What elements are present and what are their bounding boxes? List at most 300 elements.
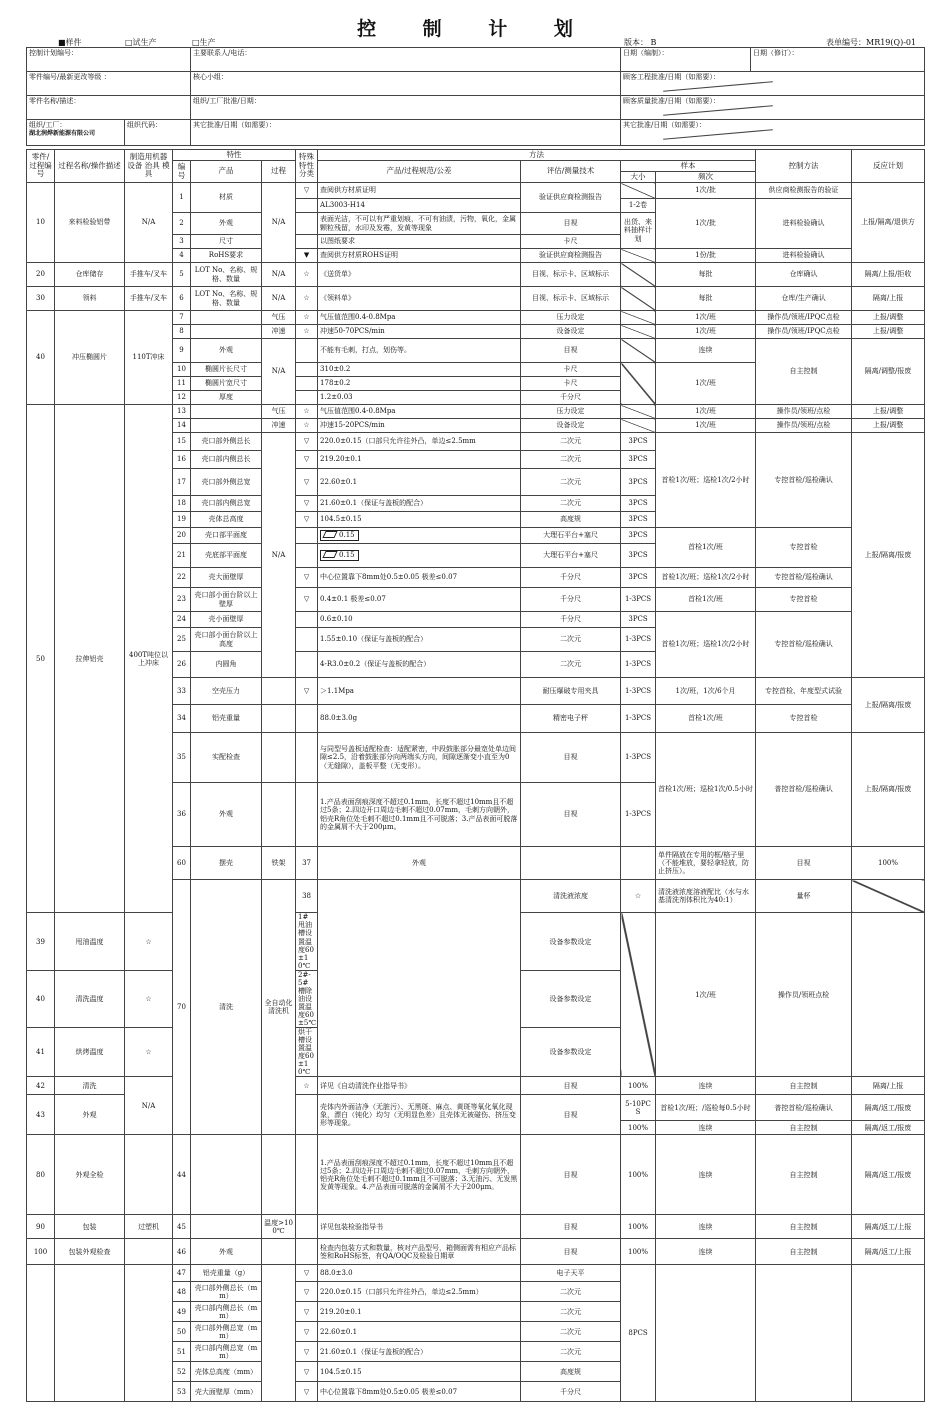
cell-control: 自主控制 [756, 1239, 852, 1265]
cell-measure: 高度规 [521, 512, 621, 528]
cell-product: 壳体总高度 [191, 512, 262, 528]
cell-spec: 单件隔放在专用的框/格子里（不能堆放，要轻拿轻放，防止挤压）。 [656, 847, 756, 880]
cell-freq: 每批 [656, 287, 756, 311]
cell-measure: 二次元 [521, 469, 621, 496]
cell-spec: 219.20±0.1 [318, 451, 521, 469]
cell-no: 40 [27, 970, 55, 1027]
cell-no: 6 [173, 287, 191, 311]
cell-reaction: 隔离/返工/报废 [852, 1121, 925, 1135]
empty-cell [296, 339, 318, 363]
cell-no: 3 [173, 235, 191, 249]
cell-no: 33 [173, 678, 191, 705]
cell-spec: 中心位置靠下8mm处0.5±0.05 极差≤0.07 [318, 1382, 521, 1402]
cell-spec: 88.0±3.0g [318, 705, 521, 733]
cell-no: 8 [173, 325, 191, 339]
cell-measure: 卡尺 [521, 377, 621, 391]
cell-spec: 21.60±0.1（保证与盖板的配合） [318, 496, 521, 512]
cell-process: 烘烤温度 [55, 1028, 125, 1077]
cell-special: ▽ [296, 568, 318, 588]
cell-freq: 连续 [656, 1135, 756, 1215]
cell-freq: 1次/班 [656, 419, 756, 433]
col-spec: 产品/过程规范/公差 [318, 161, 521, 183]
cell-special: ▽ [296, 1382, 318, 1402]
cell-name: 来料检验铝带 [55, 183, 125, 263]
cell-special: ☆ [296, 287, 318, 311]
org-approval-field[interactable]: 组织/工厂批准/日期： [191, 96, 621, 120]
cell-freq: 首检1次/班；巡检1次/0.5小时 [656, 733, 756, 847]
cell-product: LOT No、名称、规格、数量 [191, 263, 262, 287]
cell-measure: 二次元 [521, 433, 621, 451]
cell-special: ☆ [125, 970, 173, 1027]
cell-measure: 目视 [521, 1239, 621, 1265]
cell-spec: 冲速15-20PCS/min [318, 419, 521, 433]
table-row [27, 1077, 925, 1095]
org-code-field[interactable]: 组织代码： [125, 120, 191, 146]
cell-control: 专控首检 [756, 588, 852, 612]
cell-reaction: 上报/调整 [852, 325, 925, 339]
col-methods: 方法 [318, 150, 756, 161]
cell-reaction: 上报/调整 [852, 311, 925, 325]
cell-special: ☆ [296, 419, 318, 433]
cell-machine: 手推车/叉车 [125, 263, 173, 287]
cell-spec: 88.0±3.0 [318, 1265, 521, 1282]
cell-freq: 连续 [656, 1239, 756, 1265]
cell-spec: 310±0.2 [318, 363, 521, 377]
cell-no: 47 [173, 1265, 191, 1282]
cell-control: 自主控制 [756, 1135, 852, 1215]
cell-no: 25 [173, 628, 191, 652]
empty-cell [318, 880, 521, 1077]
empty-cell [852, 1265, 925, 1402]
cell-no: 44 [173, 1135, 191, 1215]
cell-machine: 手推车/叉车 [125, 287, 173, 311]
cell-measure: 千分尺 [521, 568, 621, 588]
cell-no: 50 [173, 1322, 191, 1342]
cust-quality-approval-field[interactable]: 顾客质量批准/日期（如需要）： [621, 96, 925, 120]
cell-freq: 1次/批 [656, 199, 756, 249]
cell-special: ▽ [296, 433, 318, 451]
cell-name: 仓库储存 [55, 263, 125, 287]
cell-spec: 22.60±0.1 [318, 1322, 521, 1342]
col-size: 大小 [621, 172, 656, 183]
col-control: 控制方法 [756, 150, 852, 183]
cell-reaction: 上报/隔离/报废 [852, 678, 925, 733]
cell-control: 自主控制 [756, 1121, 852, 1135]
cell-measure: 设备参数设定 [521, 970, 621, 1027]
cell-no: 9 [173, 339, 191, 363]
cell-size: 3PCS [621, 469, 656, 496]
empty-cell [262, 705, 296, 733]
slash-cell [621, 249, 656, 263]
cell-freq: 1次/班 [656, 325, 756, 339]
col-machine: 制造用机器设备 治具 模具 [125, 150, 173, 183]
cell-measure: 量杯 [756, 880, 852, 913]
cell-measure: 二次元 [521, 1302, 621, 1322]
empty-cell [296, 1215, 318, 1239]
cell-no: 12 [173, 391, 191, 405]
cell-freq: 首检1次/班；巡检1次/2小时 [656, 612, 756, 678]
cell-spec: 壳体内外面洁净（无脏污）、无黑斑、麻点、黄斑等氧化氧化现象，漂白（钝化）均匀（无明显色差）且壳体无被碰伤、挤压变形等现象。 [318, 1095, 521, 1135]
cell-spec: 气压值范围0.4-0.8Mpa [318, 311, 521, 325]
cell-size: 1-2卷 [621, 199, 656, 213]
cell-control: 自主控制 [756, 1077, 852, 1095]
col-measure: 评估/测量技术 [521, 161, 621, 183]
empty-cell [27, 1265, 55, 1402]
org-factory-field[interactable]: 组织/工厂： 湖北润烨新能源有限公司 [27, 120, 125, 146]
table-row [27, 183, 925, 199]
cell-special: ☆ [296, 311, 318, 325]
col-special: 特殊特性分类 [296, 150, 318, 183]
cell-product: 壳口部外侧总宽（mm） [191, 1322, 262, 1342]
cell-no: 16 [173, 451, 191, 469]
cell-size: 1-3PCS [621, 652, 656, 678]
cell-product: RoHS要求 [191, 249, 262, 263]
cell-measure: 目视 [521, 1095, 621, 1135]
cell-product: 外观 [191, 783, 262, 847]
cell-spec: 22.60±0.1 [318, 469, 521, 496]
cell-control: 普控首检/巡检确认 [756, 1095, 852, 1121]
cell-freq: 首检1次/班 [656, 528, 756, 568]
cell-process: 清洗液浓度 [521, 880, 621, 913]
other-approval-field[interactable]: 其它批准/日期（如需要）： [191, 120, 621, 146]
cell-product: 空壳压力 [191, 678, 262, 705]
cell-measure: 目视 [521, 339, 621, 363]
cell-no: 2 [173, 213, 191, 235]
cell-process: N/A [262, 339, 296, 405]
empty-cell [55, 1265, 125, 1402]
empty-cell [296, 783, 318, 847]
plan-no-field[interactable]: 控制计划编号： [27, 48, 191, 72]
cell-size: 3PCS [621, 512, 656, 528]
cell-no: 37 [296, 847, 318, 880]
cell-size: 5-10PCS [621, 1095, 656, 1121]
empty-cell [191, 419, 262, 433]
slash-cell [621, 183, 656, 199]
cell-size: 3PCS [621, 544, 656, 568]
cell-special: ☆ [296, 1077, 318, 1095]
cell-machine: 400T吨位以上冲床 [125, 405, 173, 913]
cell-name: 冲压椭圆片 [55, 311, 125, 405]
cell-product: 壳口部外侧总长 [191, 433, 262, 451]
cell-size: 3PCS [621, 433, 656, 451]
cell-measure: 千分尺 [521, 1382, 621, 1402]
cell-special: ▽ [296, 1362, 318, 1382]
cell-size: 100% [621, 1135, 656, 1215]
cell-process: 甩油温度 [55, 913, 125, 970]
cell-measure: 目视 [756, 847, 852, 880]
cell-freq: 1份/批 [656, 249, 756, 263]
cell-measure: 目视 [521, 213, 621, 235]
cell-special: ▽ [296, 588, 318, 612]
cell-spec: 220.0±0.15（口部只允许往外凸，单边≤2.5mm） [318, 1282, 521, 1302]
cell-spec: 104.5±0.15 [318, 1362, 521, 1382]
empty-cell [296, 377, 318, 391]
stage-sample-checkbox[interactable]: ■样件 [58, 38, 82, 47]
cell-num: 10 [27, 183, 55, 263]
empty-cell [296, 733, 318, 783]
col-process: 过程 [262, 161, 296, 183]
slash-cell [621, 287, 656, 311]
cell-spec: 220.0±0.15（口部只允许往外凸，单边≤2.5mm [318, 433, 521, 451]
part-name-field[interactable]: 零件名称/描述： [27, 96, 191, 120]
cell-no: 13 [173, 405, 191, 419]
cell-size: 1-3PCS [621, 783, 656, 847]
empty-cell [296, 705, 318, 733]
stage-production-checkbox[interactable]: □生产 [192, 38, 216, 47]
cell-no: 51 [173, 1342, 191, 1362]
cell-spec: 详见《自动清洗作业指导书》 [318, 1077, 521, 1095]
cell-special: ▽ [296, 496, 318, 512]
cell-measure: 卡尺 [521, 235, 621, 249]
empty-cell [191, 405, 262, 419]
col-process-name: 过程名称/操作描述 [55, 150, 125, 183]
empty-cell [125, 1265, 173, 1402]
cell-control: 专控首检、年度型式试验 [756, 678, 852, 705]
cell-no: 42 [27, 1077, 55, 1095]
cell-product: 外观 [191, 213, 262, 235]
table-row [27, 1215, 925, 1239]
contact-field[interactable]: 主要联系人/电话： [191, 48, 621, 72]
cell-spec: 以图纸要求 [318, 235, 521, 249]
cell-process: N/A [125, 1077, 173, 1135]
cell-name: 清洗 [191, 880, 262, 1135]
cell-special: ▽ [296, 1265, 318, 1282]
cell-spec: 详见包装检验指导书 [318, 1215, 521, 1239]
cell-num: 60 [173, 847, 191, 880]
cell-reaction: 隔离/上报/拒收 [852, 263, 925, 287]
cell-no: 53 [173, 1382, 191, 1402]
empty-cell [296, 1135, 318, 1215]
cell-freq: 连续 [656, 1215, 756, 1239]
cust-eng-approval-field[interactable]: 顾客工程批准/日期（如需要）： [621, 72, 925, 96]
cell-freq: 连续 [656, 1077, 756, 1095]
cell-special: ▽ [296, 1342, 318, 1362]
col-characteristics: 特性 [173, 150, 296, 161]
cell-no: 43 [27, 1095, 55, 1135]
cell-control: 仓库/生产确认 [756, 287, 852, 311]
stage-trial-checkbox[interactable]: □试生产 [125, 38, 157, 47]
cell-freq: 1次/批 [656, 183, 756, 199]
col-no: 编号 [173, 161, 191, 183]
cell-name: 领料 [55, 287, 125, 311]
cell-measure: 二次元 [521, 1322, 621, 1342]
empty-cell [296, 235, 318, 249]
cell-product: 壳体总高度（mm） [191, 1362, 262, 1382]
cell-process: 清洗温度 [55, 970, 125, 1027]
empty-cell [262, 678, 296, 705]
cell-size: 100% [621, 1239, 656, 1265]
cell-reaction: 上报/隔离/报废 [852, 433, 925, 678]
empty-cell [262, 1239, 296, 1265]
cell-name: 包装外观检查 [55, 1239, 125, 1265]
cell-machine: N/A [125, 183, 173, 263]
cell-spec: 1#甩油槽设置温度60±10℃ [296, 913, 318, 970]
empty-cell [125, 1239, 173, 1265]
cell-no: 41 [27, 1028, 55, 1077]
empty-cell [191, 325, 262, 339]
cell-no: 26 [173, 652, 191, 678]
empty-cell [296, 213, 318, 235]
cell-size: 100% [621, 1077, 656, 1095]
cell-reaction: 隔离/返工/上报 [852, 1239, 925, 1265]
slash-cell [621, 263, 656, 287]
cell-measure: 二次元 [521, 451, 621, 469]
cell-product: 壳口部小面台阶以上壁厚 [191, 588, 262, 612]
cell-no: 38 [296, 880, 318, 913]
empty-cell [318, 528, 521, 544]
cell-special: ☆ [125, 913, 173, 970]
empty-cell [262, 783, 296, 847]
slash-cell [621, 419, 656, 433]
cell-control: 操作员/领班/点检 [756, 419, 852, 433]
cell-control: 供应商检测报告的验证 [756, 183, 852, 199]
cell-reaction: 隔离/上报 [852, 287, 925, 311]
cell-control: 操作员/领班/点检 [756, 405, 852, 419]
cell-spec: 178±0.2 [318, 377, 521, 391]
cell-control: 仓库确认 [756, 263, 852, 287]
cell-control: 自主控制 [756, 1215, 852, 1239]
empty-cell [262, 1265, 296, 1402]
flatness-icon [322, 531, 337, 538]
cell-reaction: 隔离/上报 [852, 1077, 925, 1095]
empty-cell [296, 528, 318, 544]
cell-product: 壳口部小面台阶以上高度 [191, 628, 262, 652]
cell-spec: AL3003-H14 [318, 199, 521, 213]
cell-size: 1-3PCS [621, 705, 656, 733]
date-compiled-field[interactable]: 日期（编制）： [621, 48, 751, 72]
cell-product: 外观 [191, 339, 262, 363]
cell-size: 3PCS [621, 568, 656, 588]
cell-measure: 高度规 [521, 1362, 621, 1382]
cell-process: N/A [262, 263, 296, 287]
cell-num: 100 [27, 1239, 55, 1265]
empty-cell [756, 1265, 852, 1402]
control-plan-table [26, 149, 925, 1402]
empty-cell [191, 1215, 262, 1239]
col-sample: 样本 [621, 161, 756, 172]
cell-reaction: 上报/调整 [852, 419, 925, 433]
cell-no: 52 [173, 1362, 191, 1382]
cell-freq: 连续 [656, 339, 756, 363]
cell-special: ▼ [296, 249, 318, 263]
cell-num: 90 [27, 1215, 55, 1239]
cell-control: 专控首检 [756, 528, 852, 568]
cell-special: ▽ [296, 678, 318, 705]
table-row [27, 1239, 925, 1265]
flatness-symbol: 0.15 [320, 530, 359, 540]
cell-product: 材质 [191, 183, 262, 213]
cell-special: ▽ [296, 1302, 318, 1322]
cell-product: 壳大面壁厚 [191, 568, 262, 588]
cell-freq: 1次/班 [656, 913, 756, 1077]
cell-product: 壳口部平面度 [191, 528, 262, 544]
cell-measure: 二次元 [521, 1342, 621, 1362]
cell-freq: 1次/班 [656, 363, 756, 405]
cell-measure: 验证供应商检测报告 [521, 249, 621, 263]
date-revised-field[interactable]: 日期（修订）： [751, 48, 925, 72]
cell-name: 外观全检 [55, 1135, 125, 1215]
cell-freq: 1次/班 [656, 405, 756, 419]
cell-no: 7 [173, 311, 191, 325]
cell-machine: 110T冲床 [125, 311, 173, 405]
cell-no: 24 [173, 612, 191, 628]
cell-product: 壳口部内侧总长 [191, 451, 262, 469]
cell-special: ☆ [296, 325, 318, 339]
cell-spec: 查阅供方材质证明 [318, 183, 521, 199]
empty-cell [296, 652, 318, 678]
empty-cell [191, 311, 262, 325]
cell-no: 45 [173, 1215, 191, 1239]
slash-cell [621, 339, 656, 363]
version-label: 版本： B [624, 38, 657, 47]
cell-spec: 清洗液浓度溶液配比（水与水基清洗剂体积比为40:1） [656, 880, 756, 913]
cell-name: 包装 [55, 1215, 125, 1239]
cell-spec: 2#-5#槽除油设置温度60±5℃ [296, 970, 318, 1027]
cell-process: 气压 [262, 311, 296, 325]
cell-control: 操作员/领班/IPQC点检 [756, 311, 852, 325]
cell-measure: 大理石平台+塞尺 [521, 528, 621, 544]
part-no-field[interactable]: 零件编号/最新更改等级 ： [27, 72, 191, 96]
cell-measure: 目视 [521, 1215, 621, 1239]
cell-no: 46 [173, 1239, 191, 1265]
cell-spec: 气压值范围0.4-0.8Mpa [318, 405, 521, 419]
cell-measure: 目视 [521, 1077, 621, 1095]
cell-no: 48 [173, 1282, 191, 1302]
cell-measure: 设备参数设定 [521, 913, 621, 970]
cell-special: ☆ [125, 1028, 173, 1077]
cell-num: 40 [27, 311, 55, 405]
cell-process: 冲速 [262, 419, 296, 433]
cell-freq: 首检1次/班；巡检1次/2小时 [656, 433, 756, 528]
empty-cell [521, 847, 621, 880]
cell-spec: ＞1.1Mpa [318, 678, 521, 705]
empty-cell [296, 363, 318, 377]
empty-cell [296, 544, 318, 568]
core-team-field[interactable]: 核心小组： [191, 72, 621, 96]
other-approval-field-2[interactable]: 其它批准/日期（如需要）： [621, 120, 925, 146]
cell-control: 操作员/领班/IPQC点检 [756, 325, 852, 339]
empty-cell [296, 628, 318, 652]
slash-cell [621, 913, 656, 1077]
cell-reaction: 隔离/返工/报废 [852, 1135, 925, 1215]
empty-cell [296, 391, 318, 405]
cell-size: 100% [621, 1121, 656, 1135]
empty-cell [656, 1265, 756, 1402]
cell-measure: 二次元 [521, 652, 621, 678]
cell-no: 4 [173, 249, 191, 263]
flatness-symbol: 0.15 [320, 550, 359, 560]
cell-process: 气压 [262, 405, 296, 419]
cell-special: ▽ [296, 469, 318, 496]
cell-product: 壳底部平面度 [191, 544, 262, 568]
cell-num: 70 [173, 880, 191, 1135]
cell-num: 50 [27, 405, 55, 913]
cell-spec: 0.4±0.1 极差≤0.07 [318, 588, 521, 612]
cell-control: 专控首检/巡检确认 [756, 433, 852, 528]
cell-measure: 电子天平 [521, 1265, 621, 1282]
document-title: 控 制 计 划 [357, 18, 593, 40]
cell-special: ☆ [621, 880, 656, 913]
cell-no: 11 [173, 377, 191, 391]
cell-size: 1-3PCS [621, 733, 656, 783]
table-row [27, 405, 925, 419]
cell-product: 壳口部内侧总宽（mm） [191, 1342, 262, 1362]
cell-measure: 目视 [521, 733, 621, 783]
empty-cell [296, 1095, 318, 1135]
cell-machine: 全自动化清洗机 [262, 880, 296, 1135]
cell-product: 铝壳重量 [191, 705, 262, 733]
cell-reaction: 上报/调整 [852, 405, 925, 419]
